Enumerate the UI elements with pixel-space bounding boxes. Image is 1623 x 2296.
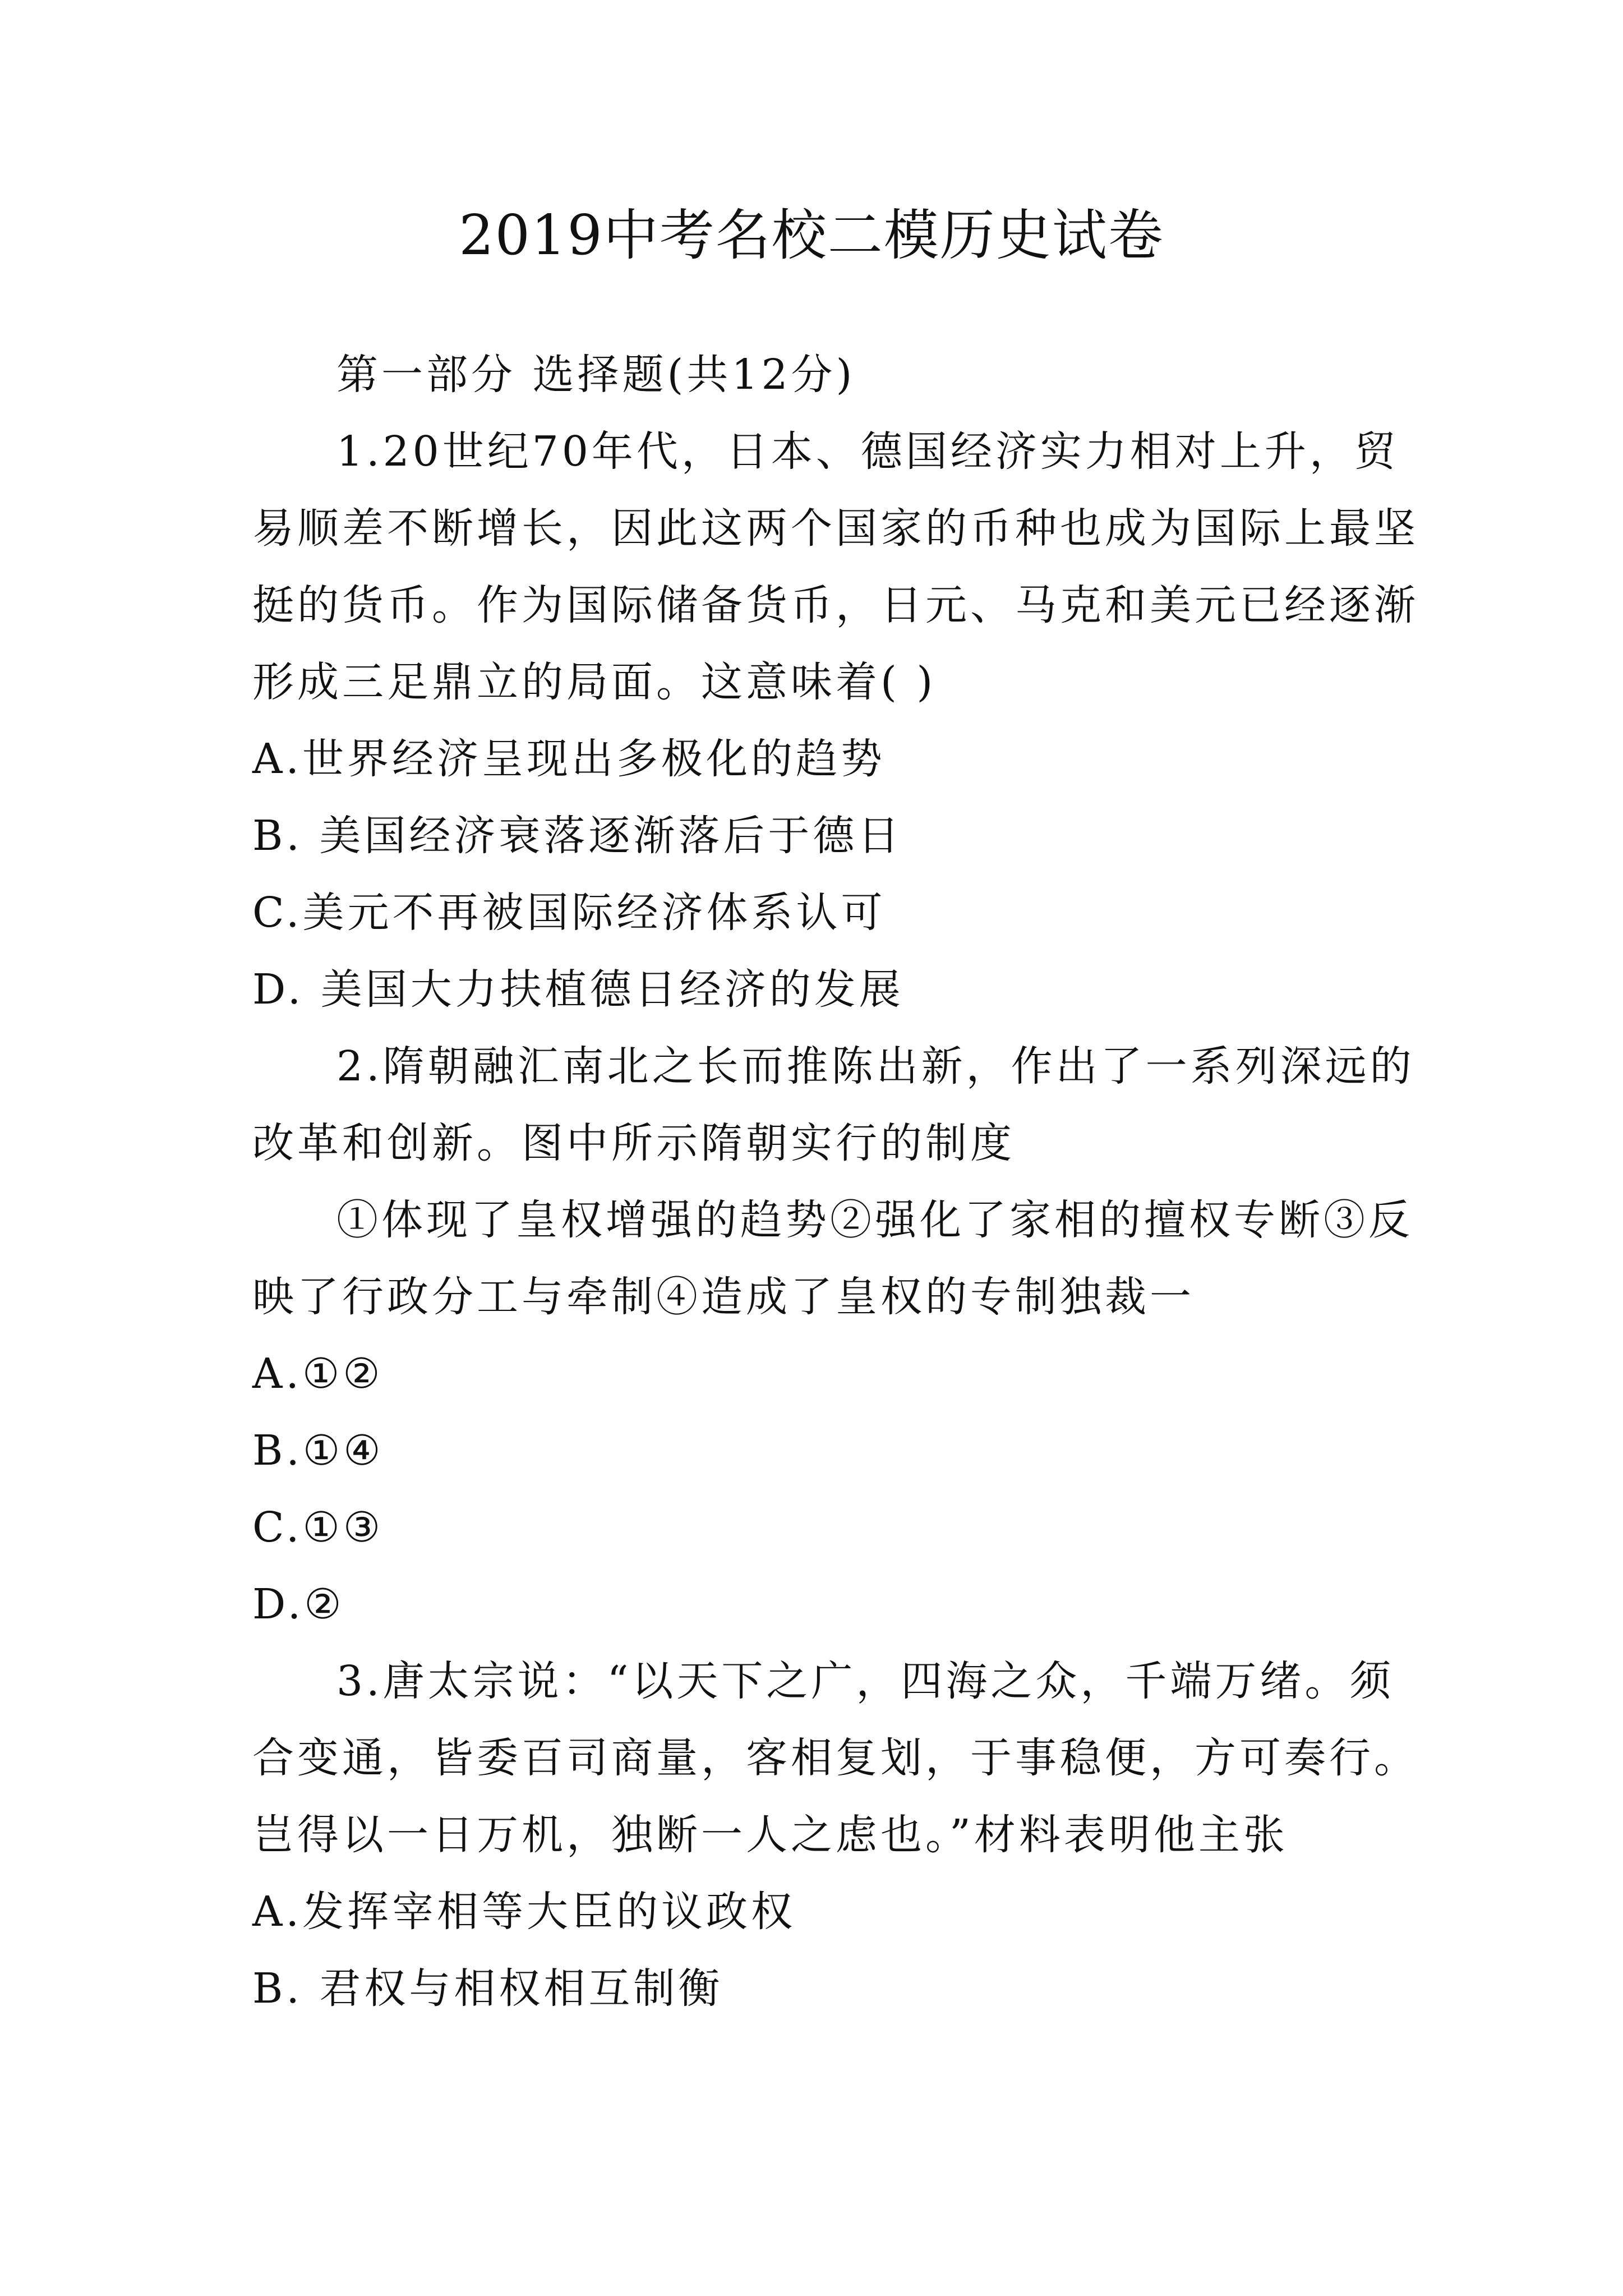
question-3-option-b: B. 君权与相权相互制衡 xyxy=(252,1964,723,2013)
question-3-option-a: A.发挥宰相等大臣的议政权 xyxy=(252,1888,796,1936)
question-2-option-d: D.② xyxy=(252,1580,345,1628)
question-2-statements: ①体现了皇权增强的趋势②强化了家相的擅权专断③反映了行政分工与牵制④造成了皇权的专制独裁一 xyxy=(252,1196,1413,1321)
question-1-option-a: A.世界经济呈现出多极化的趋势 xyxy=(252,735,886,783)
question-2-option-c: C.①③ xyxy=(252,1503,384,1552)
question-1-option-c: C.美元不再被国际经济体系认可 xyxy=(252,889,886,937)
question-2-option-b: B.①④ xyxy=(252,1427,384,1475)
exam-content xyxy=(252,337,1419,2027)
question-1-option-b: B. 美国经济衰落逐渐落后于德日 xyxy=(252,812,903,860)
page-title: 2019中考名校二模历史试卷 xyxy=(459,204,1164,268)
question-2-option-a: A.①② xyxy=(252,1350,384,1398)
question-3-stem: 3.唐太宗说：“以天下之广，四海之众，千端万绪。须合变通，皆委百司商量，客相复划，于事稳便，方可奏行。岂得以一日万机，独断一人之虑也。”材料表明他主张 xyxy=(252,1657,1419,1859)
question-1-stem: 1.20世纪70年代，日本、德国经济实力相对上升，贸易顺差不断增长，因此这两个国家的币种也成为国际上最坚挺的货币。作为国际储备货币，日元、马克和美元已经逐渐形成三足鼎立的局面。这意味着( ) xyxy=(252,427,1419,706)
question-1-option-d: D. 美国大力扶植德日经济的发展 xyxy=(252,965,904,1014)
section-heading: 第一部分 选择题(共12分) xyxy=(336,351,856,399)
question-2-stem: 2.隋朝融汇南北之长而推陈出新，作出了一系列深远的改革和创新。图中所示隋朝实行的制度 xyxy=(252,1042,1415,1167)
